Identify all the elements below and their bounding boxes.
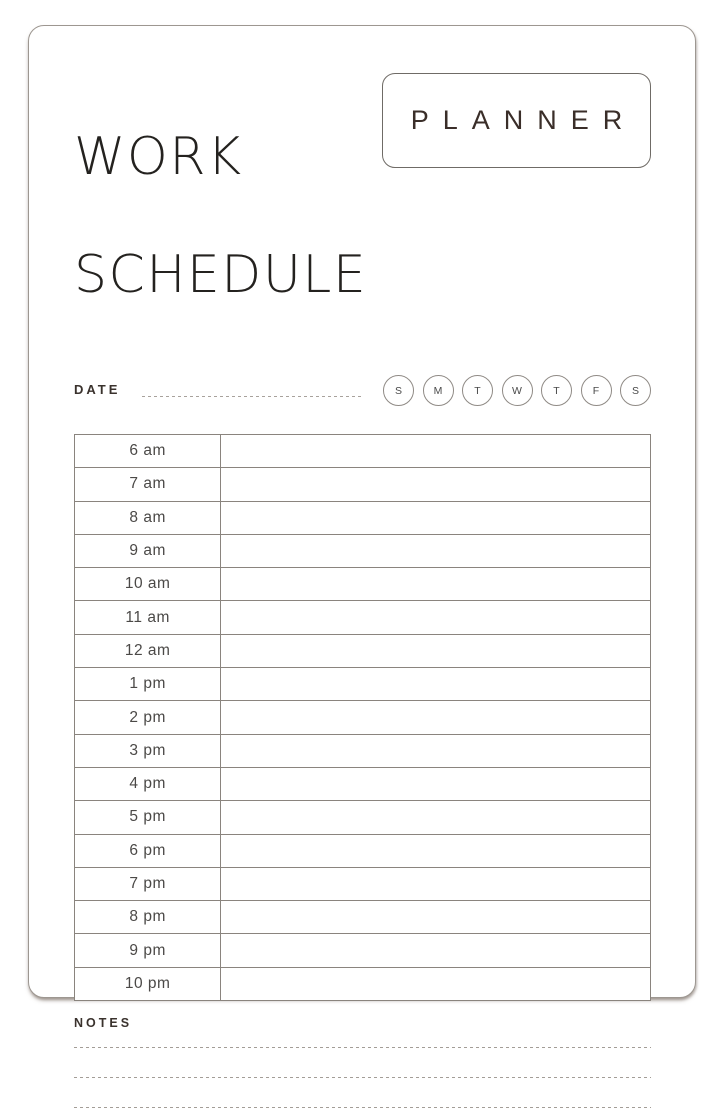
time-label: 4 pm bbox=[75, 767, 221, 800]
schedule-entry-cell[interactable] bbox=[221, 901, 651, 934]
day-circle-monday[interactable] bbox=[423, 375, 454, 406]
schedule-entry-cell[interactable] bbox=[221, 668, 651, 701]
table-row bbox=[75, 601, 651, 634]
table-row bbox=[75, 901, 651, 934]
notes-label: NOTES bbox=[74, 1016, 133, 1031]
schedule-entry-cell[interactable] bbox=[221, 435, 651, 468]
table-row bbox=[75, 568, 651, 601]
date-group bbox=[74, 382, 364, 399]
table-row bbox=[75, 834, 651, 867]
day-letter: F bbox=[592, 384, 600, 397]
table-row bbox=[75, 967, 651, 1000]
date-label: DATE bbox=[74, 382, 121, 397]
time-label: 9 am bbox=[75, 534, 221, 567]
time-label: 10 pm bbox=[75, 967, 221, 1000]
time-label: 11 am bbox=[75, 601, 221, 634]
table-row bbox=[75, 634, 651, 667]
schedule-entry-cell[interactable] bbox=[221, 701, 651, 734]
notes-section bbox=[74, 1016, 651, 1108]
schedule-entry-cell[interactable] bbox=[221, 534, 651, 567]
schedule-entry-cell[interactable] bbox=[221, 601, 651, 634]
table-row bbox=[75, 468, 651, 501]
planner-badge bbox=[382, 73, 651, 168]
time-label: 12 am bbox=[75, 634, 221, 667]
date-input-line[interactable] bbox=[142, 382, 364, 397]
table-row bbox=[75, 734, 651, 767]
schedule-entry-cell[interactable] bbox=[221, 867, 651, 900]
schedule-entry-cell[interactable] bbox=[221, 967, 651, 1000]
time-label: 7 am bbox=[75, 468, 221, 501]
day-letter: M bbox=[433, 384, 443, 397]
table-row bbox=[75, 534, 651, 567]
time-label: 5 pm bbox=[75, 801, 221, 834]
time-label: 8 am bbox=[75, 501, 221, 534]
page-title-line-1: WORK bbox=[74, 127, 243, 187]
table-row bbox=[75, 701, 651, 734]
time-label: 8 pm bbox=[75, 901, 221, 934]
schedule-entry-cell[interactable] bbox=[221, 934, 651, 967]
table-row bbox=[75, 767, 651, 800]
schedule-table bbox=[74, 434, 651, 1001]
day-circle-friday[interactable] bbox=[581, 375, 612, 406]
day-circle-sunday[interactable] bbox=[383, 375, 414, 406]
table-row bbox=[75, 668, 651, 701]
day-circle-thursday[interactable] bbox=[541, 375, 572, 406]
day-letter: T bbox=[474, 384, 481, 397]
page-title bbox=[74, 69, 367, 364]
table-row bbox=[75, 801, 651, 834]
time-label: 6 pm bbox=[75, 834, 221, 867]
notes-line[interactable] bbox=[74, 1048, 651, 1078]
planner-badge-label: PLANNER bbox=[410, 105, 637, 135]
table-row bbox=[75, 435, 651, 468]
schedule-entry-cell[interactable] bbox=[221, 834, 651, 867]
page-title-line-2: SCHEDULE bbox=[74, 245, 368, 305]
schedule-entry-cell[interactable] bbox=[221, 801, 651, 834]
day-letter: S bbox=[631, 384, 639, 397]
schedule-entry-cell[interactable] bbox=[221, 634, 651, 667]
day-circle-wednesday[interactable] bbox=[502, 375, 533, 406]
time-label: 9 pm bbox=[75, 934, 221, 967]
day-letter: W bbox=[512, 384, 522, 397]
work-schedule-page bbox=[28, 25, 696, 1031]
time-label: 1 pm bbox=[75, 668, 221, 701]
notes-line[interactable] bbox=[74, 1078, 651, 1108]
weekday-circles bbox=[383, 375, 651, 406]
schedule-entry-cell[interactable] bbox=[221, 568, 651, 601]
page-header bbox=[74, 69, 651, 364]
date-and-weekday-row bbox=[74, 375, 651, 406]
schedule-entry-cell[interactable] bbox=[221, 501, 651, 534]
time-label: 10 am bbox=[75, 568, 221, 601]
table-row bbox=[75, 867, 651, 900]
time-label: 7 pm bbox=[75, 867, 221, 900]
time-label: 2 pm bbox=[75, 701, 221, 734]
day-circle-tuesday[interactable] bbox=[462, 375, 493, 406]
time-label: 6 am bbox=[75, 435, 221, 468]
schedule-entry-cell[interactable] bbox=[221, 734, 651, 767]
schedule-entry-cell[interactable] bbox=[221, 468, 651, 501]
schedule-entry-cell[interactable] bbox=[221, 767, 651, 800]
day-letter: S bbox=[394, 384, 402, 397]
table-row bbox=[75, 501, 651, 534]
day-circle-saturday[interactable] bbox=[620, 375, 651, 406]
table-row bbox=[75, 934, 651, 967]
time-label: 3 pm bbox=[75, 734, 221, 767]
day-letter: T bbox=[553, 384, 560, 397]
notes-line[interactable] bbox=[74, 1030, 651, 1048]
